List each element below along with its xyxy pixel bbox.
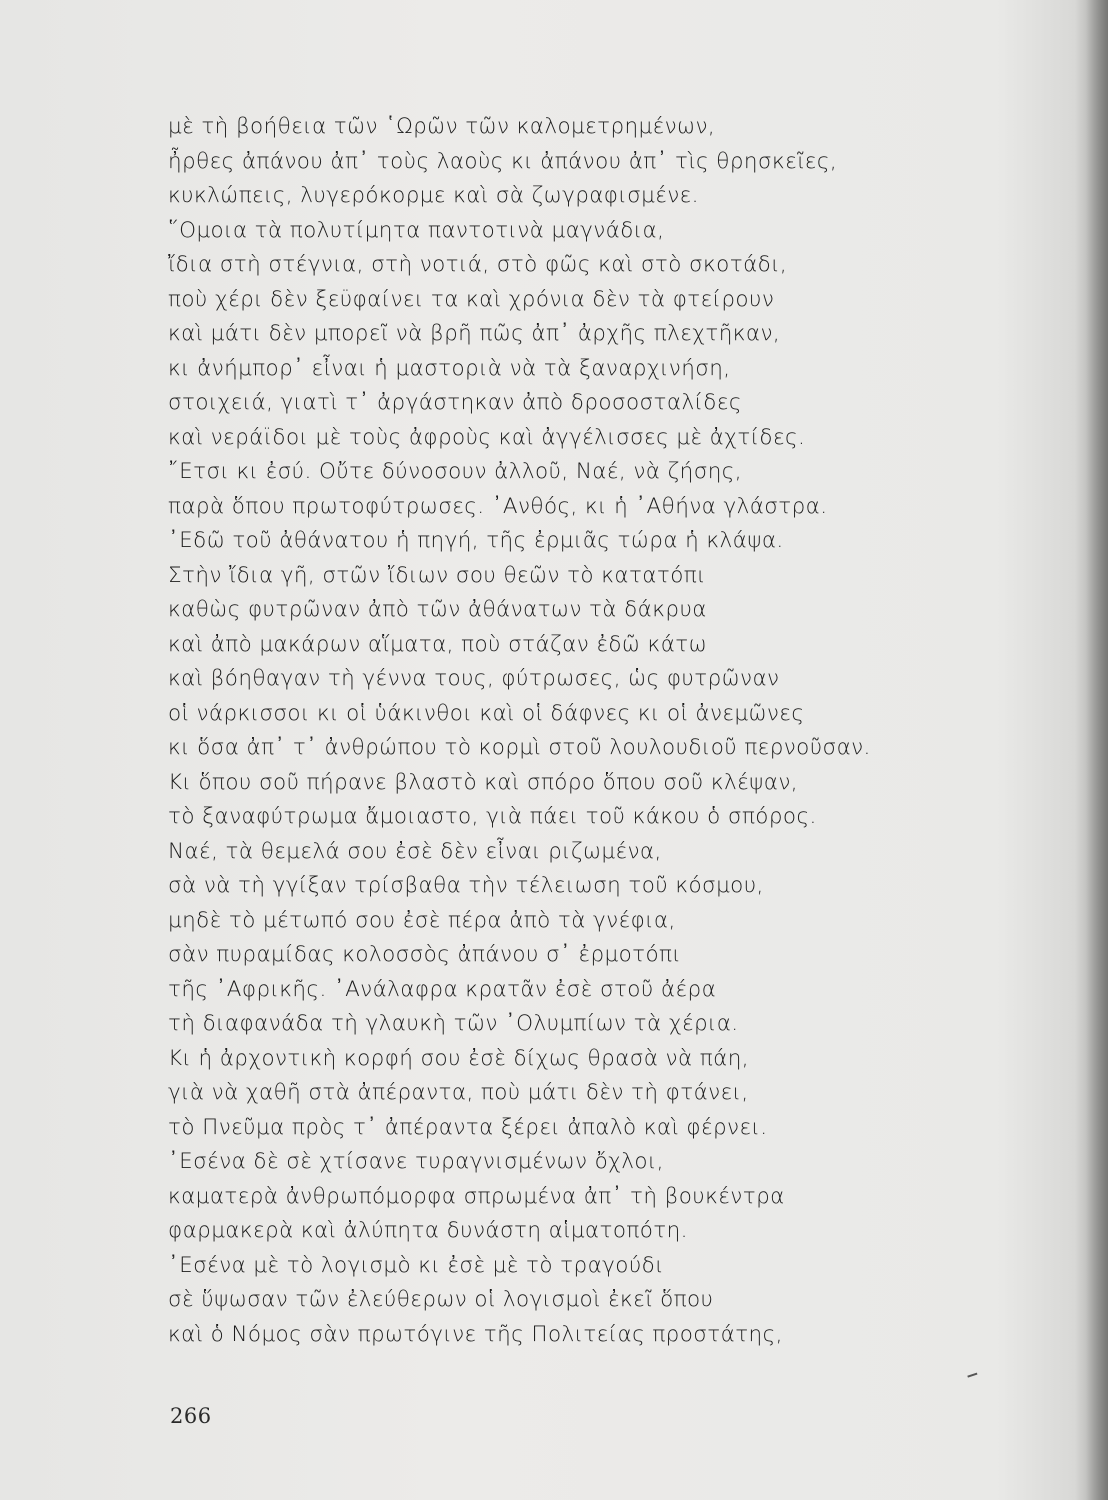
poem-line: παρὰ ὅπου πρωτοφύτρωσες. ᾽Ανθός, κι ἡ ᾽Αθήνα γλάστρα. [168, 493, 828, 519]
poem-line: κι ὅσα ἀπ᾽ τ᾽ ἀνθρώπου τὸ κορμὶ στοῦ λουλουδιοῦ περνοῦσαν. [168, 735, 871, 760]
poem-line: ῎Ετσι κι ἐσύ. Οὔτε δύνοσουν ἀλλοῦ, Ναέ, νὰ ζήσης, [168, 459, 743, 484]
poem-line: Κι ἡ ἀρχοντικὴ κορφή σου ἐσὲ δίχως θρασὰ νὰ πάη, [168, 1045, 749, 1071]
poem-line: οἱ νάρκισσοι κι οἱ ὑάκινθοι καὶ οἱ δάφνες κι οἱ ἀνεμῶνες [168, 700, 805, 726]
poem-line: σὲ ὕψωσαν τῶν ἐλεύθερων οἱ λογισμοὶ ἐκεῖ ὅπου [168, 1287, 714, 1312]
poem-line: τῆς ᾽Αφρικῆς. ᾽Ανάλαφρα κρατᾶν ἐσὲ στοῦ ἀέρα [168, 976, 717, 1002]
poem-line: ᾽Εσένα δὲ σὲ χτίσανε τυραγνισμένων ὄχλοι, [168, 1149, 664, 1174]
poem-line: Ναέ, τὰ θεμελά σου ἐσὲ δὲν εἶναι ριζωμένα, [168, 838, 662, 864]
page-edge-shadow [1086, 0, 1108, 1500]
poem-line: ἦρθες ἀπάνου ἀπ᾽ τοὺς λαοὺς κι ἀπάνου ἀπ᾽ τὶς θρησκεῖες, [168, 148, 838, 174]
poem-line: φαρμακερὰ καὶ ἀλύπητα δυνάστη αἱματοπότη. [168, 1218, 688, 1243]
poem-line: μὲ τὴ βοήθεια τῶν ῾Ωρῶν τῶν καλομετρημένων, [168, 114, 716, 139]
poem-line: καὶ ὁ Νόμος σὰν πρωτόγινε τῆς Πολιτείας προστάτης, [168, 1321, 783, 1347]
poem-line: ποὺ χέρι δὲν ξεϋφαίνει τα καὶ χρόνια δὲν τὰ φτείρουν [168, 286, 775, 312]
page-number: 266 [170, 1404, 212, 1428]
poem-line: ᾽Εδῶ τοῦ ἀθάνατου ἡ πηγή, τῆς ἐρμιᾶς τώρα ἡ κλάψα. [168, 528, 784, 553]
poem-line: κυκλώπεις, λυγερόκορμε καὶ σὰ ζωγραφισμένε. [168, 183, 699, 208]
poem-line: τὸ Πνεῦμα πρὸς τ᾽ ἀπέραντα ξέρει ἀπαλὸ καὶ φέρνει. [168, 1114, 768, 1140]
poem-line: καὶ ἀπὸ μακάρων αἵματα, ποὺ στάζαν ἐδῶ κάτω [168, 631, 708, 657]
poem-line: Κι ὅπου σοῦ πήρανε βλαστὸ καὶ σπόρο ὅπου σοῦ κλέψαν, [168, 769, 798, 795]
poem-line: σὰν πυραμίδας κολοσσὸς ἀπάνου σ᾽ ἐρμοτόπι [168, 942, 682, 967]
poem-line: ἴδια στὴ στέγνια, στὴ νοτιά, στὸ φῶς καὶ στὸ σκοτάδι, [168, 252, 788, 277]
poem-line: καὶ βόηθαγαν τὴ γέννα τους, φύτρωσες, ὡς φυτρῶναν [168, 666, 780, 691]
poem-line: καὶ νεράϊδοι μὲ τοὺς ἀφροὺς καὶ ἀγγέλισσες μὲ ἀχτίδες. [168, 424, 806, 450]
poem-line: τὸ ξαναφύτρωμα ἄμοιαστο, γιὰ πάει τοῦ κάκου ὁ σπόρος. [168, 804, 817, 829]
poem-line: καὶ μάτι δὲν μπορεῖ νὰ βρῆ πῶς ἀπ᾽ ἀρχῆς πλεχτῆκαν, [168, 321, 781, 346]
poem-text [168, 110, 1068, 1352]
poem-line: στοιχειά, γιατὶ τ᾽ ἀργάστηκαν ἀπὸ δροσοσταλίδες [168, 390, 742, 415]
poem-line: καθὼς φυτρῶναν ἀπὸ τῶν ἀθάνατων τὰ δάκρυα [168, 597, 707, 622]
poem-line: ᾽Εσένα μὲ τὸ λογισμὸ κι ἐσὲ μὲ τὸ τραγούδι [168, 1252, 664, 1278]
poem-line: σὰ νὰ τὴ γγίξαν τρίσβαθα τὴν τέλειωση τοῦ κόσμου, [168, 873, 764, 898]
poem-line: καματερὰ ἀνθρωπόμορφα σπρωμένα ἀπ᾽ τὴ βουκέντρα [168, 1183, 785, 1209]
poem-line: γιὰ νὰ χαθῆ στὰ ἀπέραντα, ποὺ μάτι δὲν τὴ φτάνει, [168, 1080, 749, 1105]
ink-mark [967, 1373, 978, 1382]
poem-line: κι ἀνήμπορ᾽ εἶναι ἡ μαστοριὰ νὰ τὰ ξαναρχινήση, [168, 355, 731, 381]
poem-line: Στὴν ἴδια γῆ, στῶν ἴδιων σου θεῶν τὸ κατατόπι [168, 562, 706, 588]
poem-line: τὴ διαφανάδα τὴ γλαυκὴ τῶν ᾽Ολυμπίων τὰ χέρια. [168, 1011, 739, 1036]
poem-line: ῞Ομοια τὰ πολυτίμητα παντοτινὰ μαγνάδια, [168, 217, 665, 243]
poem-line: μηδὲ τὸ μέτωπό σου ἐσὲ πέρα ἀπὸ τὰ γνέφια, [168, 907, 676, 933]
